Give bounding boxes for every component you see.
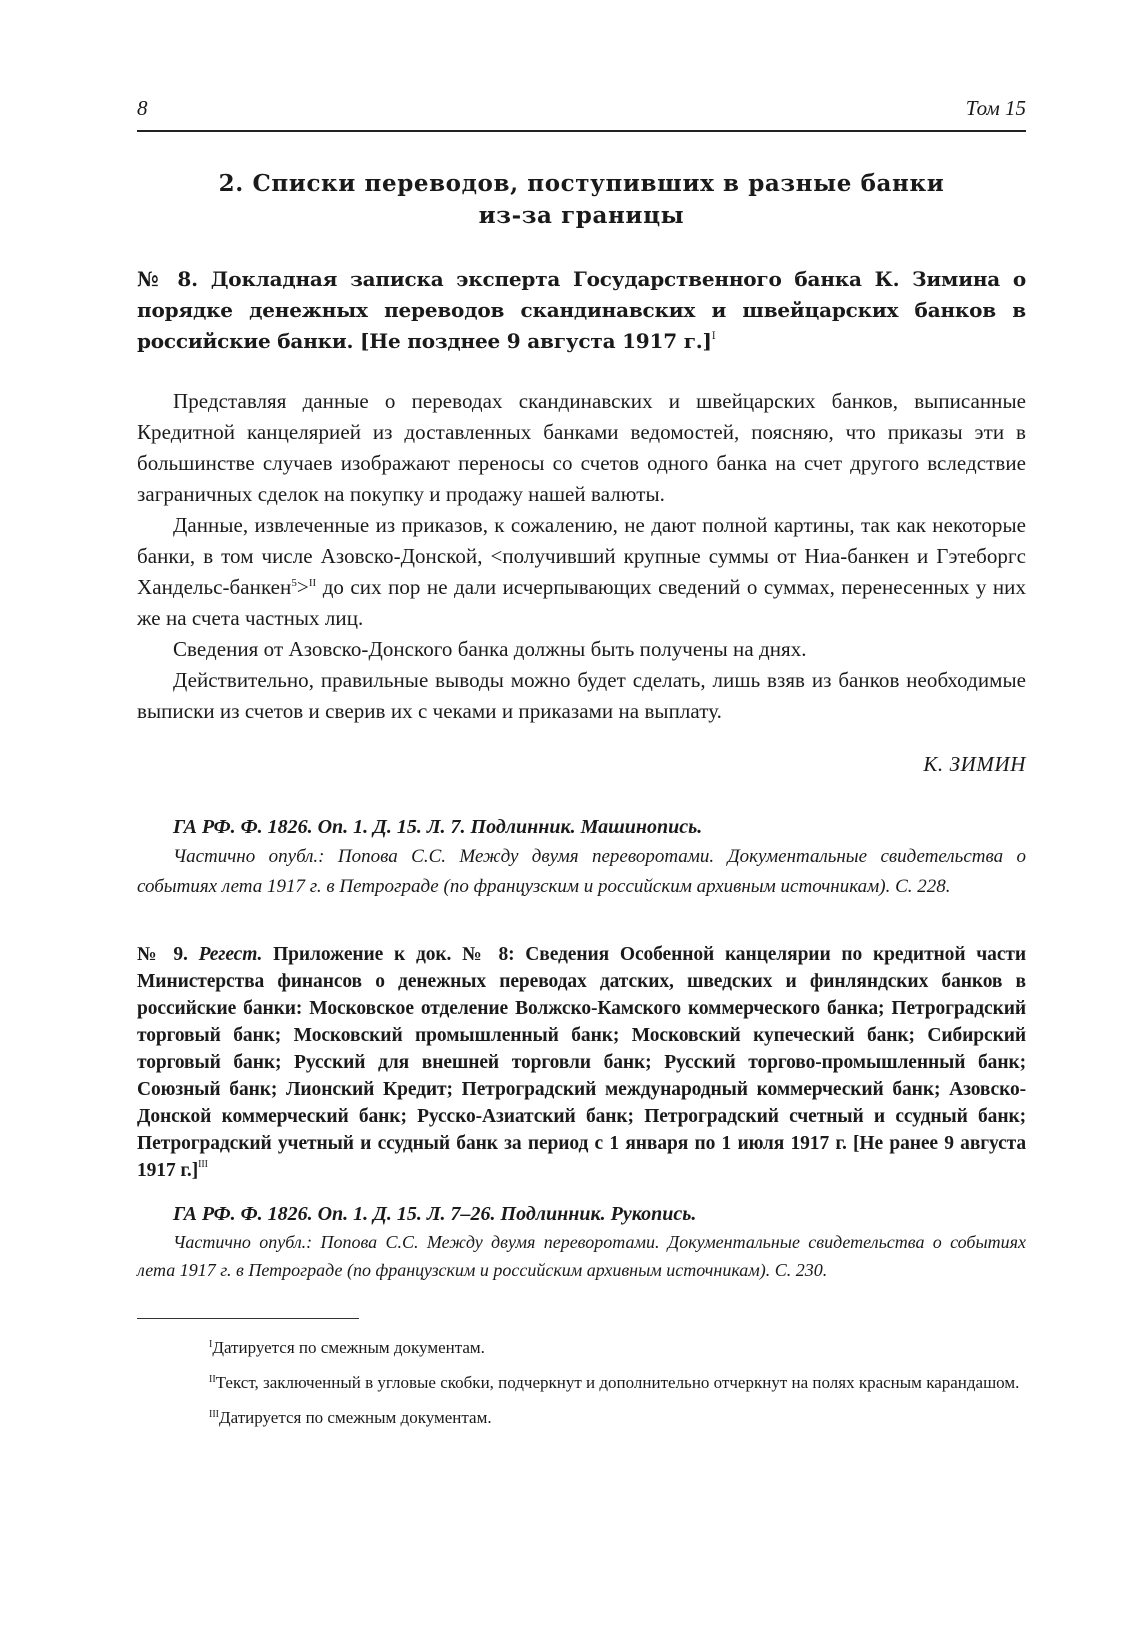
page-number: 8 [137, 96, 148, 120]
section-title [137, 168, 1026, 232]
footnote-mark: III [209, 1409, 219, 1420]
footnotes [137, 1332, 1026, 1437]
paragraph-4: Действительно, правильные выводы можно будет сделать, лишь взяв из банков необходимые выписки из счетов и сверив их с чеками и приказами на выплату. [137, 668, 1026, 723]
footnote [137, 1332, 1026, 1360]
document-8-title [137, 264, 1026, 357]
footnote-text: Датируется по смежным документам. [212, 1338, 485, 1357]
paragraph-2-end: до сих пор не дали исчерпывающих сведений о суммах, перенесенных у них же на счета частных лиц. [137, 575, 1026, 630]
publication-note: Частично опубл.: Попова С.С. Между двумя переворотами. Документальные свидетельства о событиях лета 1917 г. в Петрограде (по французским и российским архивным источникам). С. 228. [137, 846, 1026, 897]
paragraph-1: Представляя данные о переводах скандинавских и швейцарских банков, выписанные Кредитной канцелярией из доставленных банками ведомостей, поясняю, что приказы эти в большинстве случаев изображают переносы со счетов одного банка на счет другого вследствие заграничных сделок на покупку и продажу нашей валюты. [137, 389, 1026, 506]
angle-bracket-close: > [296, 575, 309, 599]
paragraph-2-start: Данные, извлеченные из приказов, к сожалению, не дают полной картины, так как некоторые банки, в том числе Азовско-Донской, <получивший крупные суммы от Ниа-банкен и Гэтеборгс Хандельс-банкен [137, 513, 1026, 599]
regest-text: Приложение к док. № 8: Сведения Особенной канцелярии по кредитной части Министерства финансов о денежных переводах датских, шведских и финляндских банков в российские банки: Московское отделение Волжско-Камского коммерческого банка; Петроградский торговый банк; Московский промышленный банк; Московский купеческий банк; Сибирский торговый банк; Русский для внешней торговли банк; Русский торгово-промышленный банк; Союзный банк; Лионский Кредит; Петроградский международный коммерческий банк; Азовско-Донской коммерческий банк; Русско-Азиатский банк; Петроградский счетный и ссудный банк; Петроградский учетный и ссудный банк за период с 1 января по 1 июля 1917 г. [Не ранее 9 августа 1917 г.] [137, 944, 1026, 1181]
signature: К. ЗИМИН [923, 752, 1026, 776]
volume-label: Том 15 [965, 96, 1026, 120]
footnote-text: Датируется по смежным документам. [219, 1408, 492, 1427]
document-9-source [137, 1200, 1026, 1284]
footnote-ref-3: III [198, 1159, 208, 1170]
document-8-title-text: № 8. Докладная записка эксперта Государственного банка К. Зимина о порядке денежных переводов скандинавских и швейцарских банков в российские банки. [Не позднее 9 августа 1917 г.] [137, 267, 1026, 353]
footnote [137, 1367, 1026, 1395]
footnote-ref-5: 5 [291, 577, 297, 589]
paragraph-3: Сведения от Азовско-Донского банка должны быть получены на днях. [173, 637, 807, 661]
footnote-ref-1: I [711, 331, 716, 342]
paragraph-2 [137, 510, 1026, 634]
footnote-text: Текст, заключенный в угловые скобки, подчеркнут и дополнительно отчеркнут на полях красным карандашом. [215, 1373, 1020, 1392]
footnote [137, 1402, 1026, 1430]
regest-label: Регест. [198, 944, 263, 965]
footnote-mark: I [209, 1339, 213, 1350]
footnote-mark: II [209, 1374, 216, 1385]
section-title-line1: 2. Списки переводов, поступивших в разные банки [218, 170, 945, 197]
footnote-divider [137, 1318, 359, 1319]
document-8-body [137, 386, 1026, 727]
footnote-ref-2: II [308, 577, 317, 589]
document-9-regest [137, 941, 1026, 1184]
publication-note: Частично опубл.: Попова С.С. Между двумя переворотами. Документальные свидетельства о событиях лета 1917 г. в Петрограде (по французским и российским архивным источникам). С. 230. [137, 1232, 1026, 1280]
document-8-source [137, 812, 1026, 902]
archive-reference: ГА РФ. Ф. 1826. Оп. 1. Д. 15. Л. 7. Подлинник. Машинопись. [173, 816, 703, 838]
document-9-number: № 9. [137, 944, 188, 965]
running-head [137, 96, 1026, 132]
section-title-line2: из-за границы [478, 202, 685, 229]
archive-reference: ГА РФ. Ф. 1826. Оп. 1. Д. 15. Л. 7–26. Подлинник. Рукопись. [173, 1203, 697, 1225]
